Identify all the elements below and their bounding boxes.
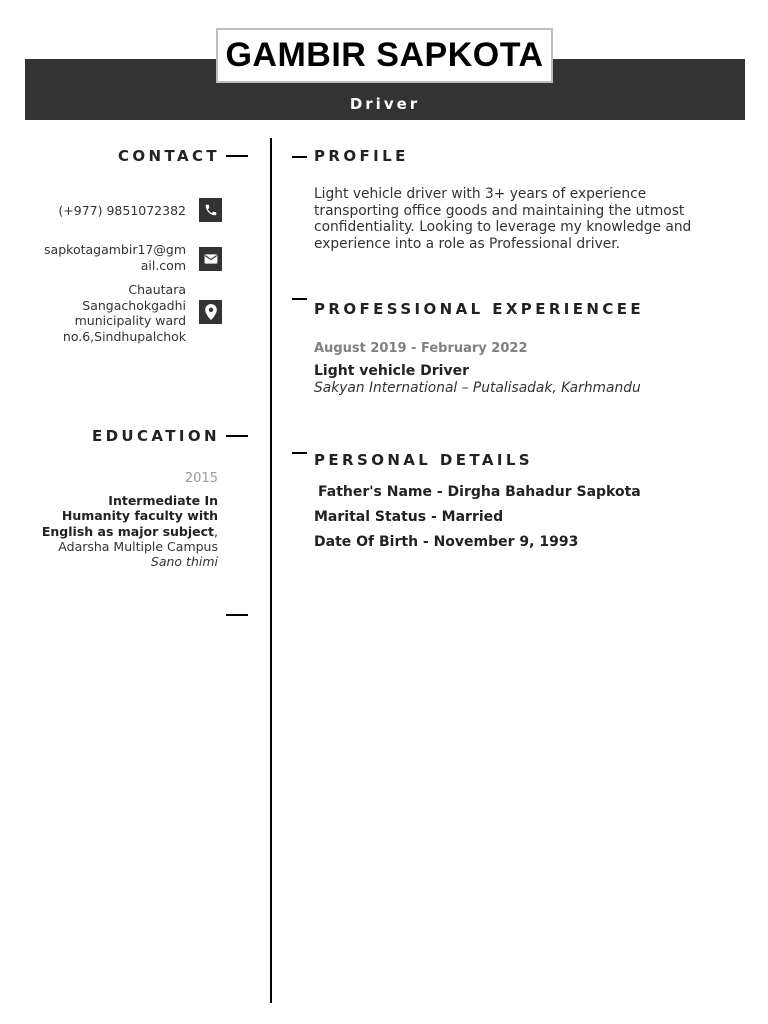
experience-dates: August 2019 - February 2022 [314,341,528,356]
contact-email-line2: ail.com [140,257,186,273]
profile-text: Light vehicle driver with 3+ years of experience transporting office goods and maintaining the utmost confidentiality. Looking to leverage my knowledge and experience into a role as Professional driver. [314,186,692,252]
personal-heading: PERSONAL DETAILS [314,451,534,469]
experience-heading-dash [292,298,307,300]
education-title-line: Intermediate In [108,493,218,508]
contact-email [44,242,186,273]
experience-company: Sakyan International – Putalisadak, Karhmandu [314,380,641,396]
contact-address-line: Chautara [128,282,186,297]
personal-heading-dash [292,452,307,454]
education-heading-dash [226,435,248,437]
education-entry [18,493,218,569]
education-school: Adarsha Multiple Campus [58,538,218,554]
contact-address-line: no.6,Sindhupalchok [62,328,186,344]
experience-heading: PROFESSIONAL EXPERIENCEE [314,300,645,318]
date-of-birth: Date Of Birth - November 9, 1993 [314,534,579,550]
column-divider [270,138,272,1003]
contact-address-line: Sangachokgadhi [82,297,186,313]
marital-status: Marital Status - Married [314,509,504,525]
name-box [216,28,553,83]
contact-email-line1: sapkotagambir17@gm [44,242,186,257]
education-place: Sano thimi [150,554,218,570]
contact-address [63,282,186,344]
education-heading: EDUCATION [91,427,220,445]
section-dash [226,614,248,616]
location-pin-icon [199,300,222,324]
envelope-icon [199,247,222,271]
education-title-line: Humanity faculty with [61,508,218,524]
contact-address-line: municipality ward [74,313,186,328]
education-title-comma: , [214,523,218,539]
phone-icon [199,198,222,222]
contact-phone: (+977) 9851072382 [58,203,186,218]
fathers-name: Father's Name - Dirgha Bahadur Sapkota [318,484,641,500]
contact-heading: CONTACT [117,147,220,165]
candidate-name: GAMBIR SAPKOTA [225,36,544,74]
education-year: 2015 [184,471,218,486]
contact-heading-dash [226,155,248,157]
experience-title: Light vehicle Driver [314,363,469,379]
profile-heading: PROFILE [314,147,409,165]
profile-heading-dash [292,156,307,158]
job-role: Driver [349,95,421,113]
education-title-line: English as major subject [41,523,215,539]
